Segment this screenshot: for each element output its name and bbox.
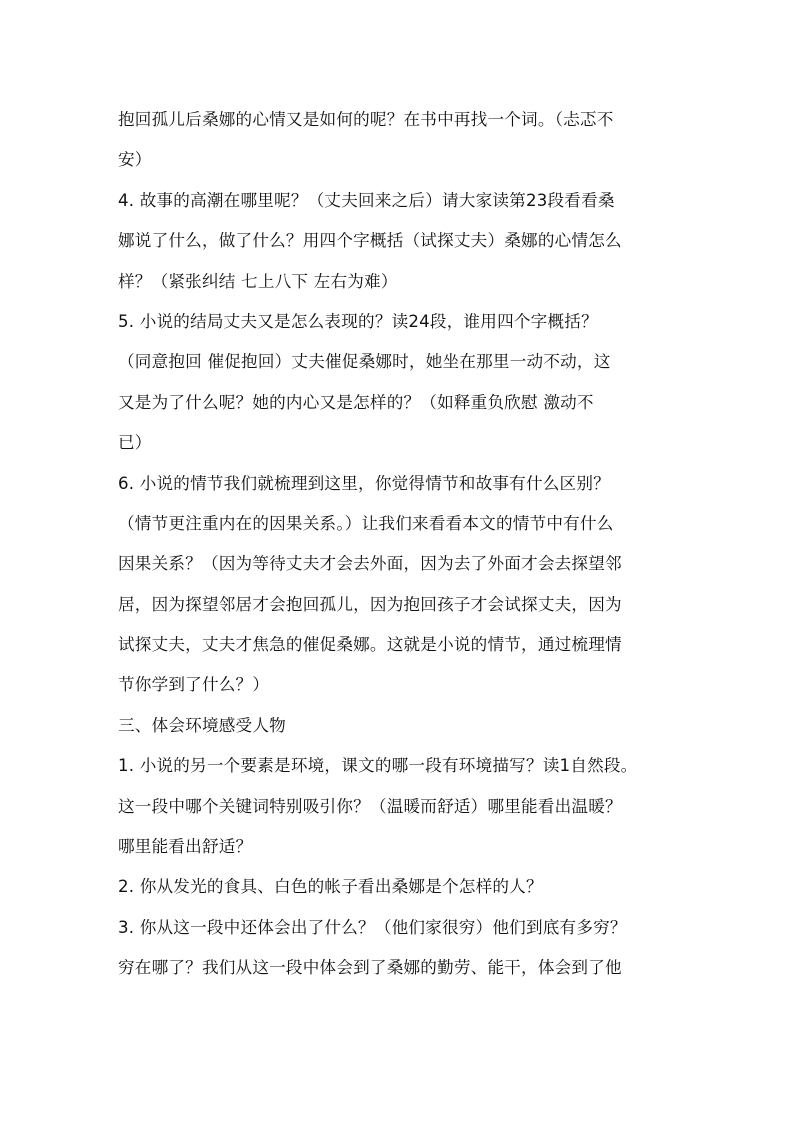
text-line: 已） xyxy=(118,433,152,453)
text-line: 居，因为探望邻居才会抱回孤儿，因为抱回孩子才会试探丈夫，因为 xyxy=(118,594,622,614)
text-line: 3. 你从这一段中还体会出了什么？（他们家很穷）他们到底有多穷？ xyxy=(118,917,627,937)
text-line: 抱回孤儿后桑娜的心情又是如何的呢？在书中再找一个词。（忐忑不 xyxy=(118,110,614,129)
text-line: 6. 小说的情节我们就梳理到这里，你觉得情节和故事有什么区别？ xyxy=(118,473,610,493)
text-line: 2. 你从发光的食具、白色的帐子看出桑娜是个怎样的人？ xyxy=(118,877,543,897)
text-line: 哪里能看出舒适？ xyxy=(118,837,253,857)
text-line: 因果关系？（因为等待丈夫才会去外面，因为去了外面才会去探望邻 xyxy=(118,554,622,574)
text-line: 穷在哪了？我们从这一段中体会到了桑娜的勤劳、能干，体会到了他 xyxy=(118,958,622,978)
text-line: 5. 小说的结局丈夫又是怎么表现的？读24段，谁用四个字概括？ xyxy=(118,311,598,331)
text-line: 这一段中哪个关键词特别吸引你？（温暖而舒适）哪里能看出温暖？ xyxy=(118,796,622,816)
document-body xyxy=(118,100,688,989)
text-line: 1. 小说的另一个要素是环境，课文的哪一段有环境描写？读1自然段。 xyxy=(118,756,638,776)
text-line: 试探丈夫，丈夫才焦急的催促桑娜。这就是小说的情节，通过梳理情 xyxy=(118,635,622,655)
text-line: 节你学到了什么？） xyxy=(118,675,270,695)
text-line: 样？（紧张纠结 七上八下 左右为难） xyxy=(118,271,398,291)
text-line: 4. 故事的高潮在哪里呢？（丈夫回来之后）请大家读第23段看看桑 xyxy=(118,190,615,210)
text-line: 又是为了什么呢？她的内心又是怎样的？（如释重负欣慰 激动不 xyxy=(118,392,594,412)
text-line: （同意抱回 催促抱回）丈夫催促桑娜时，她坐在那里一动不动，这 xyxy=(118,352,611,372)
text-line: （情节更注重内在的因果关系。）让我们来看看本文的情节中有什么 xyxy=(118,513,614,533)
text-line: 娜说了什么，做了什么？用四个字概括（试探丈夫）桑娜的心情怎么 xyxy=(118,231,622,251)
section-heading: 三、体会环境感受人物 xyxy=(118,715,286,735)
text-line: 安） xyxy=(118,150,152,170)
